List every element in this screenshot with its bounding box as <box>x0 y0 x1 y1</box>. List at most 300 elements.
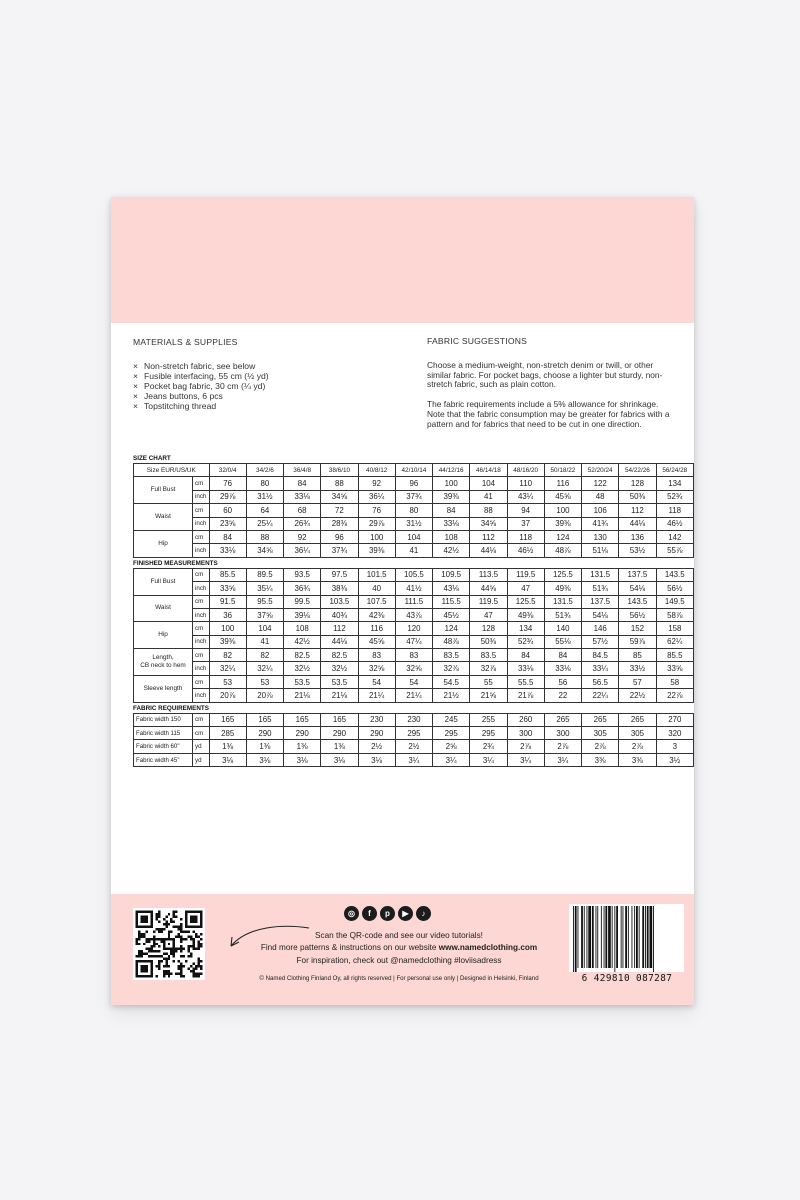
table-cell: 46½ <box>507 544 544 557</box>
website-prefix: Find more patterns & instructions on our website <box>260 943 439 953</box>
unit-label: yd <box>193 740 210 753</box>
row-label: Sleeve length <box>134 675 193 702</box>
table-cell: 106 <box>582 504 619 517</box>
fabric-suggestions-heading: FABRIC SUGGESTIONS <box>427 336 528 346</box>
table-cell: 158 <box>656 622 693 635</box>
row-label: Fabric width 60" <box>134 740 193 753</box>
table-cell: 47¼ <box>395 635 432 648</box>
table-cell: 42½ <box>433 544 470 557</box>
table-cell: 255 <box>470 713 507 726</box>
table-cell: 230 <box>358 713 395 726</box>
table-cell: 115.5 <box>433 595 470 608</box>
table-cell: 59⅞ <box>619 635 656 648</box>
table-cell: 152 <box>619 622 656 635</box>
unit-label: inch <box>193 582 210 595</box>
table-cell: 84 <box>433 504 470 517</box>
table-row <box>134 622 694 635</box>
table-cell: 230 <box>395 713 432 726</box>
table-cell: 165 <box>321 713 358 726</box>
unit-label: inch <box>193 544 210 557</box>
tiktok-icon[interactable]: ♪ <box>416 906 431 921</box>
unit-label: cm <box>193 477 210 490</box>
table-cell: 41 <box>470 490 507 503</box>
table-cell: 3½ <box>656 753 693 766</box>
table-cell: 100 <box>358 530 395 543</box>
table-cell: 92 <box>284 530 321 543</box>
table-row <box>134 608 694 621</box>
size-chart-block <box>133 453 694 767</box>
table-cell: 3⅛ <box>209 753 246 766</box>
unit-label: cm <box>193 649 210 662</box>
table-cell: 36 <box>209 608 246 621</box>
table-cell: 62¼ <box>656 635 693 648</box>
table-cell: 52¾ <box>656 490 693 503</box>
table-cell: 84 <box>284 477 321 490</box>
table-cell: 55 <box>470 675 507 688</box>
table-cell: 32¼ <box>246 662 283 675</box>
table-cell: 134 <box>507 622 544 635</box>
table-cell: 100 <box>209 622 246 635</box>
unit-label: inch <box>193 689 210 702</box>
size-column-header: 38/6/10 <box>321 464 358 477</box>
table-cell: 21½ <box>433 689 470 702</box>
table-cell: 32⅝ <box>358 662 395 675</box>
youtube-icon[interactable]: ▶ <box>398 906 413 921</box>
size-column-header: 56/24/28 <box>656 464 693 477</box>
table-cell: 107.5 <box>358 595 395 608</box>
table-cell: 49⅜ <box>544 582 581 595</box>
size-column-header: 54/22/26 <box>619 464 656 477</box>
table-cell: 21¼ <box>395 689 432 702</box>
table-cell: 25¼ <box>246 517 283 530</box>
table-cell: 105.5 <box>395 568 432 581</box>
table-cell: 265 <box>582 713 619 726</box>
materials-section <box>133 337 393 411</box>
table-cell: 305 <box>619 727 656 740</box>
table-cell: 39⅛ <box>284 608 321 621</box>
table-cell: 44⅛ <box>470 544 507 557</box>
table-cell: 83 <box>358 649 395 662</box>
size-column-header: 40/8/12 <box>358 464 395 477</box>
table-cell: 2⅞ <box>582 740 619 753</box>
unit-label: inch <box>193 490 210 503</box>
table-cell: 50⅜ <box>619 490 656 503</box>
table-cell: 34⅝ <box>246 544 283 557</box>
table-cell: 113.5 <box>470 568 507 581</box>
table-cell: 104 <box>395 530 432 543</box>
table-cell: 3⅛ <box>321 753 358 766</box>
table-row <box>134 635 694 648</box>
table-cell: 122 <box>582 477 619 490</box>
table-cell: 101.5 <box>358 568 395 581</box>
table-cell: 260 <box>507 713 544 726</box>
table-row <box>134 504 694 517</box>
materials-heading: MATERIALS & SUPPLIES <box>133 337 238 347</box>
row-label: Hip <box>134 622 193 649</box>
table-cell: 58⅞ <box>656 608 693 621</box>
row-label: Full Bust <box>134 477 193 504</box>
table-cell: 112 <box>321 622 358 635</box>
table-cell: 21⅞ <box>507 689 544 702</box>
fabric-requirements-title: FABRIC REQUIREMENTS <box>133 704 209 712</box>
table-cell: 320 <box>656 727 693 740</box>
table-cell: 95.5 <box>246 595 283 608</box>
row-label: Length, CB neck to hem <box>134 649 193 676</box>
table-cell: 285 <box>209 727 246 740</box>
table-cell: 39⅜ <box>544 517 581 530</box>
table-cell: 54⅛ <box>582 608 619 621</box>
fabric-requirements-table <box>133 713 694 768</box>
materials-item: × Fusible interfacing, 55 cm (½ yd) <box>133 371 393 381</box>
row-label: Fabric width 45" <box>134 753 193 766</box>
table-cell: 36¼ <box>284 544 321 557</box>
table-cell: 85.5 <box>656 649 693 662</box>
table-cell: 41 <box>246 635 283 648</box>
table-cell: 265 <box>619 713 656 726</box>
barcode <box>569 904 684 972</box>
table-cell: 104 <box>470 477 507 490</box>
table-cell: 55⅛ <box>544 635 581 648</box>
table-cell: 41½ <box>395 582 432 595</box>
table-cell: 47 <box>507 582 544 595</box>
table-cell: 116 <box>358 622 395 635</box>
table-cell: 84.5 <box>582 649 619 662</box>
table-cell: 165 <box>246 713 283 726</box>
table-cell: 270 <box>656 713 693 726</box>
fabric-suggestions-section <box>427 337 677 440</box>
table-cell: 3⅛ <box>358 753 395 766</box>
table-cell: 58 <box>656 675 693 688</box>
pattern-back-cover <box>111 197 694 1005</box>
table-cell: 104 <box>246 622 283 635</box>
table-cell: 3¼ <box>470 753 507 766</box>
table-cell: 245 <box>433 713 470 726</box>
table-cell: 88 <box>470 504 507 517</box>
table-cell: 1⅜ <box>209 740 246 753</box>
table-row <box>134 689 694 702</box>
table-cell: 96 <box>321 530 358 543</box>
table-row <box>134 595 694 608</box>
table-cell: 55.5 <box>507 675 544 688</box>
materials-item: × Non-stretch fabric, see below <box>133 361 393 371</box>
table-cell: 54.5 <box>433 675 470 688</box>
table-cell: 26¾ <box>284 517 321 530</box>
size-chart-table <box>133 463 694 558</box>
table-cell: 295 <box>395 727 432 740</box>
table-cell: 46½ <box>656 517 693 530</box>
table-cell: 3¼ <box>433 753 470 766</box>
table-cell: 96 <box>395 477 432 490</box>
table-cell: 33⅛ <box>507 662 544 675</box>
table-cell: 1⅜ <box>321 740 358 753</box>
table-cell: 33⅝ <box>656 662 693 675</box>
table-cell: 22⅞ <box>656 689 693 702</box>
table-cell: 53.5 <box>284 675 321 688</box>
table-row <box>134 753 694 766</box>
materials-item: × Jeans buttons, 6 pcs <box>133 391 393 401</box>
table-cell: 32½ <box>284 662 321 675</box>
table-cell: 108 <box>284 622 321 635</box>
materials-item: × Pocket bag fabric, 30 cm (¼ yd) <box>133 381 393 391</box>
table-cell: 40 <box>358 582 395 595</box>
table-cell: 3¼ <box>544 753 581 766</box>
table-cell: 165 <box>284 713 321 726</box>
table-cell: 124 <box>433 622 470 635</box>
table-cell: 112 <box>619 504 656 517</box>
table-cell: 131.5 <box>544 595 581 608</box>
unit-label: yd <box>193 753 210 766</box>
table-cell: 31½ <box>395 517 432 530</box>
table-cell: 39⅜ <box>209 635 246 648</box>
size-header-row <box>134 464 694 477</box>
table-cell: 300 <box>544 727 581 740</box>
table-row <box>134 582 694 595</box>
table-cell: 80 <box>395 504 432 517</box>
table-cell: 116 <box>544 477 581 490</box>
table-cell: 21⅛ <box>321 689 358 702</box>
table-cell: 83 <box>395 649 432 662</box>
table-cell: 3⅜ <box>619 753 656 766</box>
table-cell: 140 <box>544 622 581 635</box>
table-cell: 28⅜ <box>321 517 358 530</box>
table-cell: 142 <box>656 530 693 543</box>
table-cell: 84 <box>209 530 246 543</box>
size-column-header: 34/2/6 <box>246 464 283 477</box>
table-row <box>134 544 694 557</box>
table-cell: 22¼ <box>582 689 619 702</box>
table-cell: 56½ <box>619 608 656 621</box>
website-link[interactable]: www.namedclothing.com <box>438 943 538 953</box>
table-cell: 22½ <box>619 689 656 702</box>
size-column-header: 46/14/18 <box>470 464 507 477</box>
barcode-number: 6 429810 087287 <box>581 973 673 984</box>
table-cell: 137.5 <box>619 568 656 581</box>
table-row <box>134 517 694 530</box>
table-cell: 76 <box>209 477 246 490</box>
table-row <box>134 490 694 503</box>
table-cell: 82 <box>246 649 283 662</box>
table-cell: 112 <box>470 530 507 543</box>
table-cell: 2¾ <box>470 740 507 753</box>
row-label: Waist <box>134 595 193 622</box>
table-cell: 3⅜ <box>582 753 619 766</box>
table-cell: 45½ <box>433 608 470 621</box>
table-cell: 51¾ <box>582 582 619 595</box>
table-cell: 118 <box>656 504 693 517</box>
table-cell: 2⅞ <box>544 740 581 753</box>
table-cell: 128 <box>470 622 507 635</box>
unit-label: inch <box>193 635 210 648</box>
size-column-header: 52/20/24 <box>582 464 619 477</box>
table-cell: 1⅜ <box>284 740 321 753</box>
unit-label: cm <box>193 530 210 543</box>
table-cell: 53½ <box>619 544 656 557</box>
table-row <box>134 727 694 740</box>
table-cell: 143.5 <box>619 595 656 608</box>
table-cell: 88 <box>321 477 358 490</box>
table-row <box>134 649 694 662</box>
table-cell: 165 <box>209 713 246 726</box>
materials-list <box>133 361 393 411</box>
table-cell: 32¼ <box>209 662 246 675</box>
table-cell: 43⅞ <box>395 608 432 621</box>
table-cell: 83.5 <box>433 649 470 662</box>
table-cell: 33½ <box>619 662 656 675</box>
table-cell: 99.5 <box>284 595 321 608</box>
table-cell: 100 <box>544 504 581 517</box>
row-label: Hip <box>134 530 193 557</box>
table-cell: 54 <box>395 675 432 688</box>
table-cell: 100 <box>433 477 470 490</box>
unit-label: cm <box>193 727 210 740</box>
table-cell: 33⅛ <box>433 517 470 530</box>
instagram-icon[interactable]: ◎ <box>344 906 359 921</box>
table-cell: 128 <box>619 477 656 490</box>
table-cell: 290 <box>284 727 321 740</box>
table-cell: 2⅝ <box>433 740 470 753</box>
size-column-header: 44/12/16 <box>433 464 470 477</box>
promo-line-website <box>219 942 579 954</box>
table-cell: 85 <box>619 649 656 662</box>
fabric-suggestions-paragraph: Choose a medium-weight, non-stretch denim or twill, or other similar fabric. For pocket bags, choose a lighter but sturdy, non-stretch fabric, such as plain cotton. <box>427 359 663 390</box>
table-cell: 32⅞ <box>433 662 470 675</box>
table-cell: 82 <box>209 649 246 662</box>
promo-line-video: Scan the QR-code and see our video tutorials! <box>315 931 483 940</box>
table-cell: 97.5 <box>321 568 358 581</box>
table-cell: 54 <box>358 675 395 688</box>
table-cell: 20⅞ <box>209 689 246 702</box>
table-cell: 93.5 <box>284 568 321 581</box>
size-column-header: 36/4/8 <box>284 464 321 477</box>
table-cell: 68 <box>284 504 321 517</box>
table-cell: 44⅝ <box>470 582 507 595</box>
table-cell: 94 <box>507 504 544 517</box>
table-cell: 29⅞ <box>358 517 395 530</box>
table-cell: 2⅞ <box>619 740 656 753</box>
table-cell: 3⅛ <box>246 753 283 766</box>
table-cell: 33⅛ <box>544 662 581 675</box>
table-cell: 29⅞ <box>209 490 246 503</box>
table-cell: 43⅛ <box>433 582 470 595</box>
table-cell: 2½ <box>395 740 432 753</box>
table-cell: 49⅜ <box>507 608 544 621</box>
table-cell: 103.5 <box>321 595 358 608</box>
table-cell: 32⅝ <box>395 662 432 675</box>
table-cell: 36¾ <box>284 582 321 595</box>
table-cell: 33⅛ <box>284 490 321 503</box>
table-cell: 136 <box>619 530 656 543</box>
table-row <box>134 713 694 726</box>
table-cell: 146 <box>582 622 619 635</box>
table-cell: 125.5 <box>544 568 581 581</box>
table-cell: 118 <box>507 530 544 543</box>
table-cell: 37 <box>507 517 544 530</box>
table-cell: 2½ <box>358 740 395 753</box>
table-cell: 84 <box>544 649 581 662</box>
table-row <box>134 675 694 688</box>
table-cell: 149.5 <box>656 595 693 608</box>
materials-item: × Topstitching thread <box>133 401 393 411</box>
bottom-pink-band <box>111 894 694 1005</box>
table-cell: 119.5 <box>470 595 507 608</box>
unit-label: inch <box>193 662 210 675</box>
promo-line-inspiration: For inspiration, check out @namedclothing #loviisadress <box>296 955 502 965</box>
table-cell: 295 <box>433 727 470 740</box>
table-cell: 2⅞ <box>507 740 544 753</box>
unit-label: cm <box>193 622 210 635</box>
unit-label: cm <box>193 568 210 581</box>
table-cell: 125.5 <box>507 595 544 608</box>
size-column-header: 48/16/20 <box>507 464 544 477</box>
finished-measurements-title: FINISHED MEASUREMENTS <box>133 559 218 567</box>
table-cell: 34⅝ <box>470 517 507 530</box>
table-row <box>134 477 694 490</box>
table-cell: 124 <box>544 530 581 543</box>
table-cell: 111.5 <box>395 595 432 608</box>
table-cell: 290 <box>246 727 283 740</box>
table-cell: 39⅜ <box>358 544 395 557</box>
table-cell: 23⅝ <box>209 517 246 530</box>
table-cell: 44⅛ <box>619 517 656 530</box>
unit-label: cm <box>193 675 210 688</box>
unit-label: cm <box>193 504 210 517</box>
table-cell: 53 <box>246 675 283 688</box>
table-cell: 110 <box>507 477 544 490</box>
table-cell: 60 <box>209 504 246 517</box>
table-cell: 40¾ <box>321 608 358 621</box>
table-cell: 56 <box>544 675 581 688</box>
social-icons <box>344 906 431 921</box>
table-cell: 1⅜ <box>246 740 283 753</box>
fabric-allowance-paragraph: The fabric requirements include a 5% allowance for shrinkage. Note that the fabric consumption may be greater for fabrics with a pattern and for fabrics that need to be cut in one direction. <box>427 399 670 429</box>
table-cell: 89.5 <box>246 568 283 581</box>
table-cell: 37⅝ <box>246 608 283 621</box>
table-cell: 72 <box>321 504 358 517</box>
table-cell: 290 <box>358 727 395 740</box>
unit-label: cm <box>193 595 210 608</box>
table-cell: 91.5 <box>209 595 246 608</box>
table-row <box>134 530 694 543</box>
table-cell: 37¾ <box>395 490 432 503</box>
table-cell: 44⅛ <box>321 635 358 648</box>
table-cell: 42⅜ <box>358 608 395 621</box>
row-label: Fabric width 150 <box>134 713 193 726</box>
table-cell: 82.5 <box>284 649 321 662</box>
table-cell: 3¼ <box>395 753 432 766</box>
table-cell: 51⅛ <box>582 544 619 557</box>
facebook-icon[interactable]: f <box>362 906 377 921</box>
table-cell: 109.5 <box>433 568 470 581</box>
table-cell: 130 <box>582 530 619 543</box>
size-label-header: Size EUR/US/UK <box>134 464 210 477</box>
promo-text <box>219 930 579 967</box>
unit-label: inch <box>193 608 210 621</box>
table-cell: 3¼ <box>507 753 544 766</box>
table-cell: 31½ <box>246 490 283 503</box>
table-cell: 54⅛ <box>619 582 656 595</box>
table-cell: 43¼ <box>507 490 544 503</box>
qr-code[interactable] <box>133 908 205 980</box>
table-cell: 48 <box>582 490 619 503</box>
size-column-header: 32/0/4 <box>209 464 246 477</box>
pinterest-icon[interactable]: p <box>380 906 395 921</box>
row-label: Fabric width 115 <box>134 727 193 740</box>
table-cell: 137.5 <box>582 595 619 608</box>
table-cell: 53.5 <box>321 675 358 688</box>
table-cell: 32½ <box>321 662 358 675</box>
finished-measurements-table <box>133 568 694 703</box>
table-cell: 265 <box>544 713 581 726</box>
